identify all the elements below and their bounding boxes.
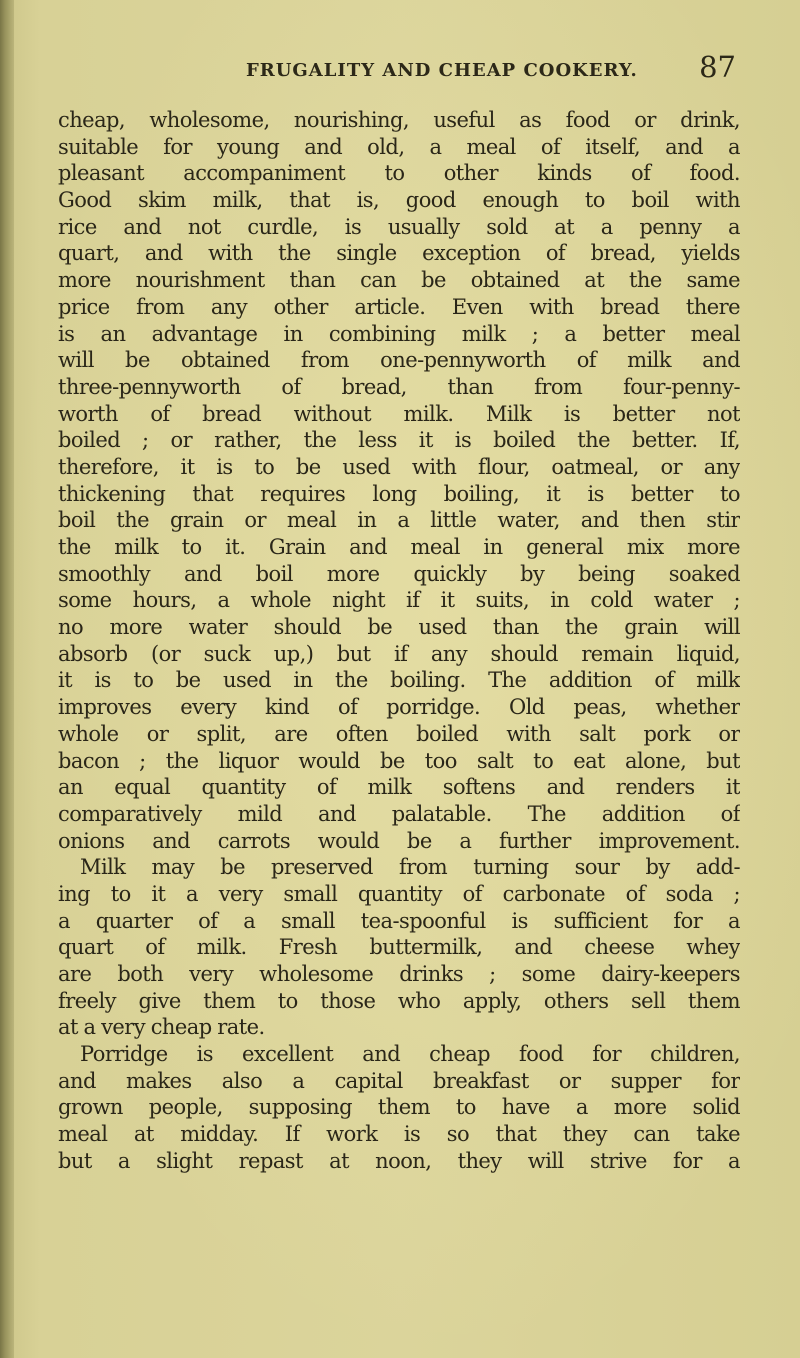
text-line: is an advantage in combining milk ; a better meal	[58, 321, 740, 346]
text-line: some hours, a whole night if it suits, in cold water ;	[58, 588, 740, 613]
text-line: pleasant accompaniment to other kinds of food.	[58, 161, 740, 186]
text-line: whole or split, are often boiled with salt pork or	[58, 721, 740, 746]
text-line: Good skim milk, that is, good enough to boil with	[58, 188, 740, 213]
text-line: smoothly and boil more quickly by being soaked	[58, 561, 740, 586]
text-line: at a very cheap rate.	[58, 1015, 265, 1040]
text-line: cheap, wholesome, nourishing, useful as food or drink,	[58, 108, 740, 132]
text-line: will be obtained from one-pennyworth of milk and	[58, 348, 740, 373]
text-line: therefore, it is to be used with flour, oatmeal, or any	[58, 454, 740, 479]
text-line: bacon ; the liquor would be too salt to eat alone, but	[58, 748, 740, 773]
text-line: ing to it a very small quantity of carbonate of soda ;	[58, 881, 740, 906]
running-title: FRUGALITY AND CHEAP COOKERY.	[246, 60, 638, 81]
text-line: suitable for young and old, a meal of itself, and a	[58, 134, 740, 159]
text-line: onions and carrots would be a further improvement.	[58, 828, 740, 853]
text-line: meal at midday. If work is so that they can take	[58, 1122, 740, 1147]
text-line: rice and not curdle, is usually sold at a penny a	[58, 214, 740, 239]
text-line: no more water should be used than the grain will	[58, 615, 740, 640]
text-line: are both very wholesome drinks ; some dairy-keepers	[58, 962, 740, 986]
text-line: Milk may be preserved from turning sour by add-	[80, 855, 740, 880]
page-number: 87	[699, 50, 736, 84]
text-line: an equal quantity of milk softens and renders it	[58, 775, 740, 800]
page-binding-edge	[0, 0, 14, 1358]
text-line: quart of milk. Fresh buttermilk, and cheese whey	[58, 935, 740, 960]
text-line: comparatively mild and palatable. The addition of	[58, 801, 740, 826]
text-line: a quarter of a small tea-spoonful is sufficient for a	[58, 908, 740, 933]
text-line: more nourishment than can be obtained at the same	[58, 268, 740, 293]
page-header	[60, 48, 740, 88]
text-line: quart, and with the single exception of bread, yields	[58, 241, 740, 266]
text-line: thickening that requires long boiling, it is better to	[58, 481, 740, 506]
text-line: freely give them to those who apply, others sell them	[58, 988, 740, 1013]
text-line: and makes also a capital breakfast or supper for	[58, 1068, 740, 1093]
text-line: absorb (or suck up,) but if any should remain liquid,	[58, 641, 740, 666]
text-line: worth of bread without milk. Milk is better not	[58, 401, 740, 426]
text-line: boil the grain or meal in a little water, and then stir	[58, 508, 740, 533]
text-line: the milk to it. Grain and meal in general mix more	[58, 535, 740, 559]
text-line: three-pennyworth of bread, than from four-penny-	[58, 374, 740, 399]
text-line: improves every kind of porridge. Old peas, whether	[58, 695, 740, 720]
text-line: it is to be used in the boiling. The addition of milk	[58, 668, 740, 693]
text-line: Porridge is excellent and cheap food for children,	[80, 1042, 740, 1067]
text-line: price from any other article. Even with bread there	[58, 294, 740, 319]
text-line: grown people, supposing them to have a more solid	[58, 1095, 740, 1120]
text-line: boiled ; or rather, the less it is boiled the better. If,	[58, 428, 740, 453]
text-line: but a slight repast at noon, they will strive for a	[58, 1148, 740, 1173]
body-text	[58, 107, 740, 1175]
